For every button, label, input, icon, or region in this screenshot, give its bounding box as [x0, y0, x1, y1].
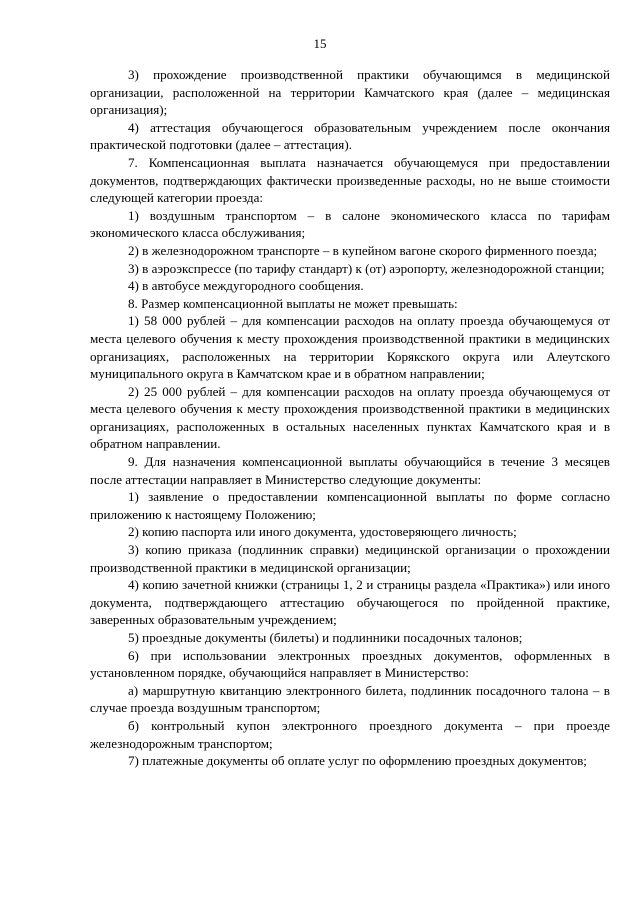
- paragraph: а) маршрутную квитанцию электронного билета, подлинник посадочного талона – в случае проезда воздушным транспортом;: [90, 682, 610, 716]
- paragraph: 1) воздушным транспортом – в салоне экономического класса по тарифам экономического класса обслуживания;: [90, 207, 610, 241]
- paragraph: б) контрольный купон электронного проездного документа – при проезде железнодорожным транспортом;: [90, 717, 610, 751]
- paragraph: 4) аттестация обучающегося образовательным учреждением после окончания практической подготовки (далее – аттестация).: [90, 119, 610, 153]
- paragraph: 2) в железнодорожном транспорте – в купейном вагоне скорого фирменного поезда;: [128, 242, 598, 258]
- paragraph: 2) 25 000 рублей – для компенсации расходов на оплату проезда обучающемуся от места целевого обучения к месту прохождения производственной практики в медицинских организациях, расположенных в остальных населенных пунктах Камчатского края и в обратном направлении.: [90, 383, 610, 452]
- paragraph: 7. Компенсационная выплата назначается обучающемуся при предоставлении документов, подтверждающих фактически произведенные расходы, но не выше стоимости следующей категории проезда:: [90, 154, 610, 206]
- paragraph: 7) платежные документы об оплате услуг по оформлению проездных документов;: [128, 753, 587, 769]
- paragraph: 1) 58 000 рублей – для компенсации расходов на оплату проезда обучающемуся от места целевого обучения к месту прохождения производственной практики в медицинских организациях, расположенных на территории Корякского округа или Алеутского муниципального округа в Камчатском крае и в обратном направлении;: [90, 313, 610, 382]
- paragraph: 3) прохождение производственной практики обучающимся в медицинской организации, расположенной на территории Камчатского края (далее – медицинская организация);: [90, 67, 610, 118]
- paragraph: 5) проездные документы (билеты) и подлинники посадочных талонов;: [128, 630, 523, 645]
- page-number: 15: [313, 36, 327, 51]
- paragraph: 4) в автобусе междугородного сообщения.: [128, 278, 364, 294]
- paragraph: 3) в аэроэкспрессе (по тарифу стандарт) к (от) аэропорту, железнодорожной станции;: [128, 260, 605, 276]
- paragraph: 9. Для назначения компенсационной выплаты обучающийся в течение 3 месяцев после аттестации направляет в Министерство следующие документы:: [90, 454, 610, 487]
- document-body: [90, 66, 610, 770]
- paragraph: 8. Размер компенсационной выплаты не может превышать:: [128, 295, 458, 311]
- paragraph: 2) копию паспорта или иного документа, удостоверяющего личность;: [128, 524, 517, 540]
- paragraph: 6) при использовании электронных проездных документов, оформленных в установленном порядке, обучающийся направляет в Министерство:: [90, 647, 610, 681]
- paragraph: 1) заявление о предоставлении компенсационной выплаты по форме согласно приложению к настоящему Положению;: [90, 489, 610, 522]
- paragraph: 3) копию приказа (подлинник справки) медицинской организации о прохождении производственной практики в медицинской организации;: [90, 542, 610, 575]
- paragraph: 4) копию зачетной книжки (страницы 1, 2 и страницы раздела «Практика») или иного документа, подтверждающего аттестацию обучающегося по пройденной практике, заверенных образовательным учреждением;: [90, 577, 610, 628]
